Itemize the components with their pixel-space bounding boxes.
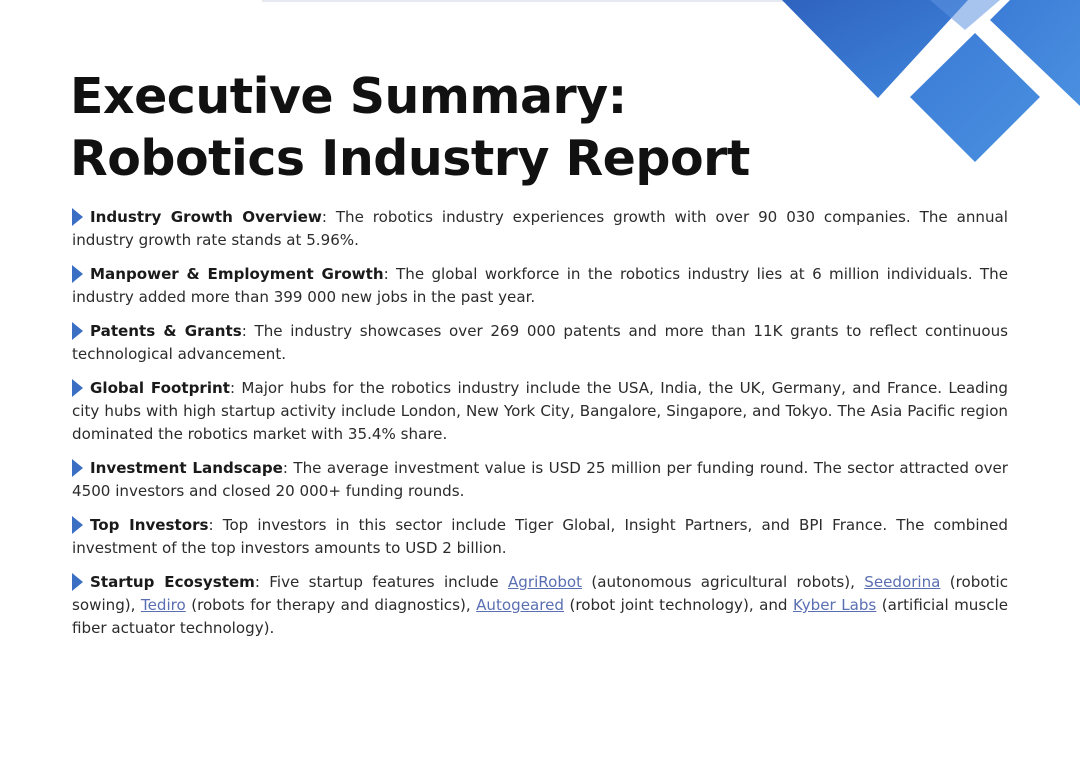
top-divider-line (262, 0, 822, 2)
bullet-heading: Investment Landscape (90, 459, 283, 477)
startup-description: (robot joint technology), and (564, 596, 793, 614)
startup-description: (autonomous agricultural robots), (582, 573, 865, 591)
page-title (70, 66, 750, 190)
bullet-heading: Startup Ecosystem (90, 573, 255, 591)
startup-link-autogeared[interactable]: Autogeared (476, 596, 565, 614)
bullet-text: : The industry showcases over 269 000 patents and more than 11K grants to reflect continuous technological advancement. (72, 322, 1008, 363)
right-diamond-shape (990, 0, 1080, 106)
startup-link-kyber-labs[interactable]: Kyber Labs (792, 596, 877, 614)
bullet-heading: Manpower & Employment Growth (90, 265, 384, 283)
bullet-investment-landscape (72, 457, 1008, 503)
bullet-heading: Industry Growth Overview (90, 208, 322, 226)
bullet-text: : Top investors in this sector include Tiger Global, Insight Partners, and BPI France. The combined investment of the top investors amounts to USD 2 billion. (72, 516, 1008, 557)
bullet-startup-ecosystem (72, 571, 1008, 640)
triangle-arrow-icon (72, 208, 83, 226)
bullet-heading: Global Footprint (90, 379, 230, 397)
bullet-manpower (72, 263, 1008, 309)
triangle-arrow-icon (72, 322, 83, 340)
triangle-arrow-icon (72, 265, 83, 283)
bullet-top-investors (72, 514, 1008, 560)
small-diamond-shape (910, 33, 1040, 162)
startup-link-seedorina[interactable]: Seedorina (864, 573, 941, 591)
startup-description: (robots for therapy and diagnostics), (185, 596, 477, 614)
bullet-global-footprint (72, 377, 1008, 446)
bullet-heading: Patents & Grants (90, 322, 242, 340)
large-diamond-shape (782, 0, 968, 98)
startup-link-agrirobot[interactable]: AgriRobot (507, 573, 583, 591)
bullet-text: : Major hubs for the robotics industry include the USA, India, the UK, Germany, and France. Leading city hubs with high startup activity include London, New York City, Bangalore, Singapore, and Tokyo. The Asia Pacific region dominated the robotics market with 35.4% share. (72, 379, 1008, 443)
bullet-patents (72, 320, 1008, 366)
bullet-heading: Top Investors (90, 516, 209, 534)
faint-circuit-diamond-shape (930, 0, 1000, 30)
title-line-1: Executive Summary: (70, 68, 627, 125)
bullet-text: : The average investment value is USD 25 million per funding round. The sector attracted over 4500 investors and closed 20 000+ funding rounds. (72, 459, 1009, 500)
startup-description: (robotic sowing), (72, 573, 1008, 614)
bullet-text: : Five startup features include (254, 573, 508, 591)
title-line-2: Robotics Industry Report (70, 130, 750, 187)
triangle-arrow-icon (72, 516, 83, 534)
triangle-arrow-icon (72, 459, 83, 477)
triangle-arrow-icon (72, 379, 83, 397)
bullet-text: : The global workforce in the robotics industry lies at 6 million individuals. The industry added more than 399 000 new jobs in the past year. (72, 265, 1008, 306)
bullet-industry-growth (72, 206, 1008, 252)
startup-link-tediro[interactable]: Tediro (140, 596, 186, 614)
triangle-arrow-icon (72, 573, 83, 591)
bullet-text: : The robotics industry experiences growth with over 90 030 companies. The annual industry growth rate stands at 5.96%. (72, 208, 1009, 249)
summary-bullet-list (72, 206, 1008, 651)
startup-description: (artificial muscle fiber actuator technology). (72, 596, 1008, 637)
